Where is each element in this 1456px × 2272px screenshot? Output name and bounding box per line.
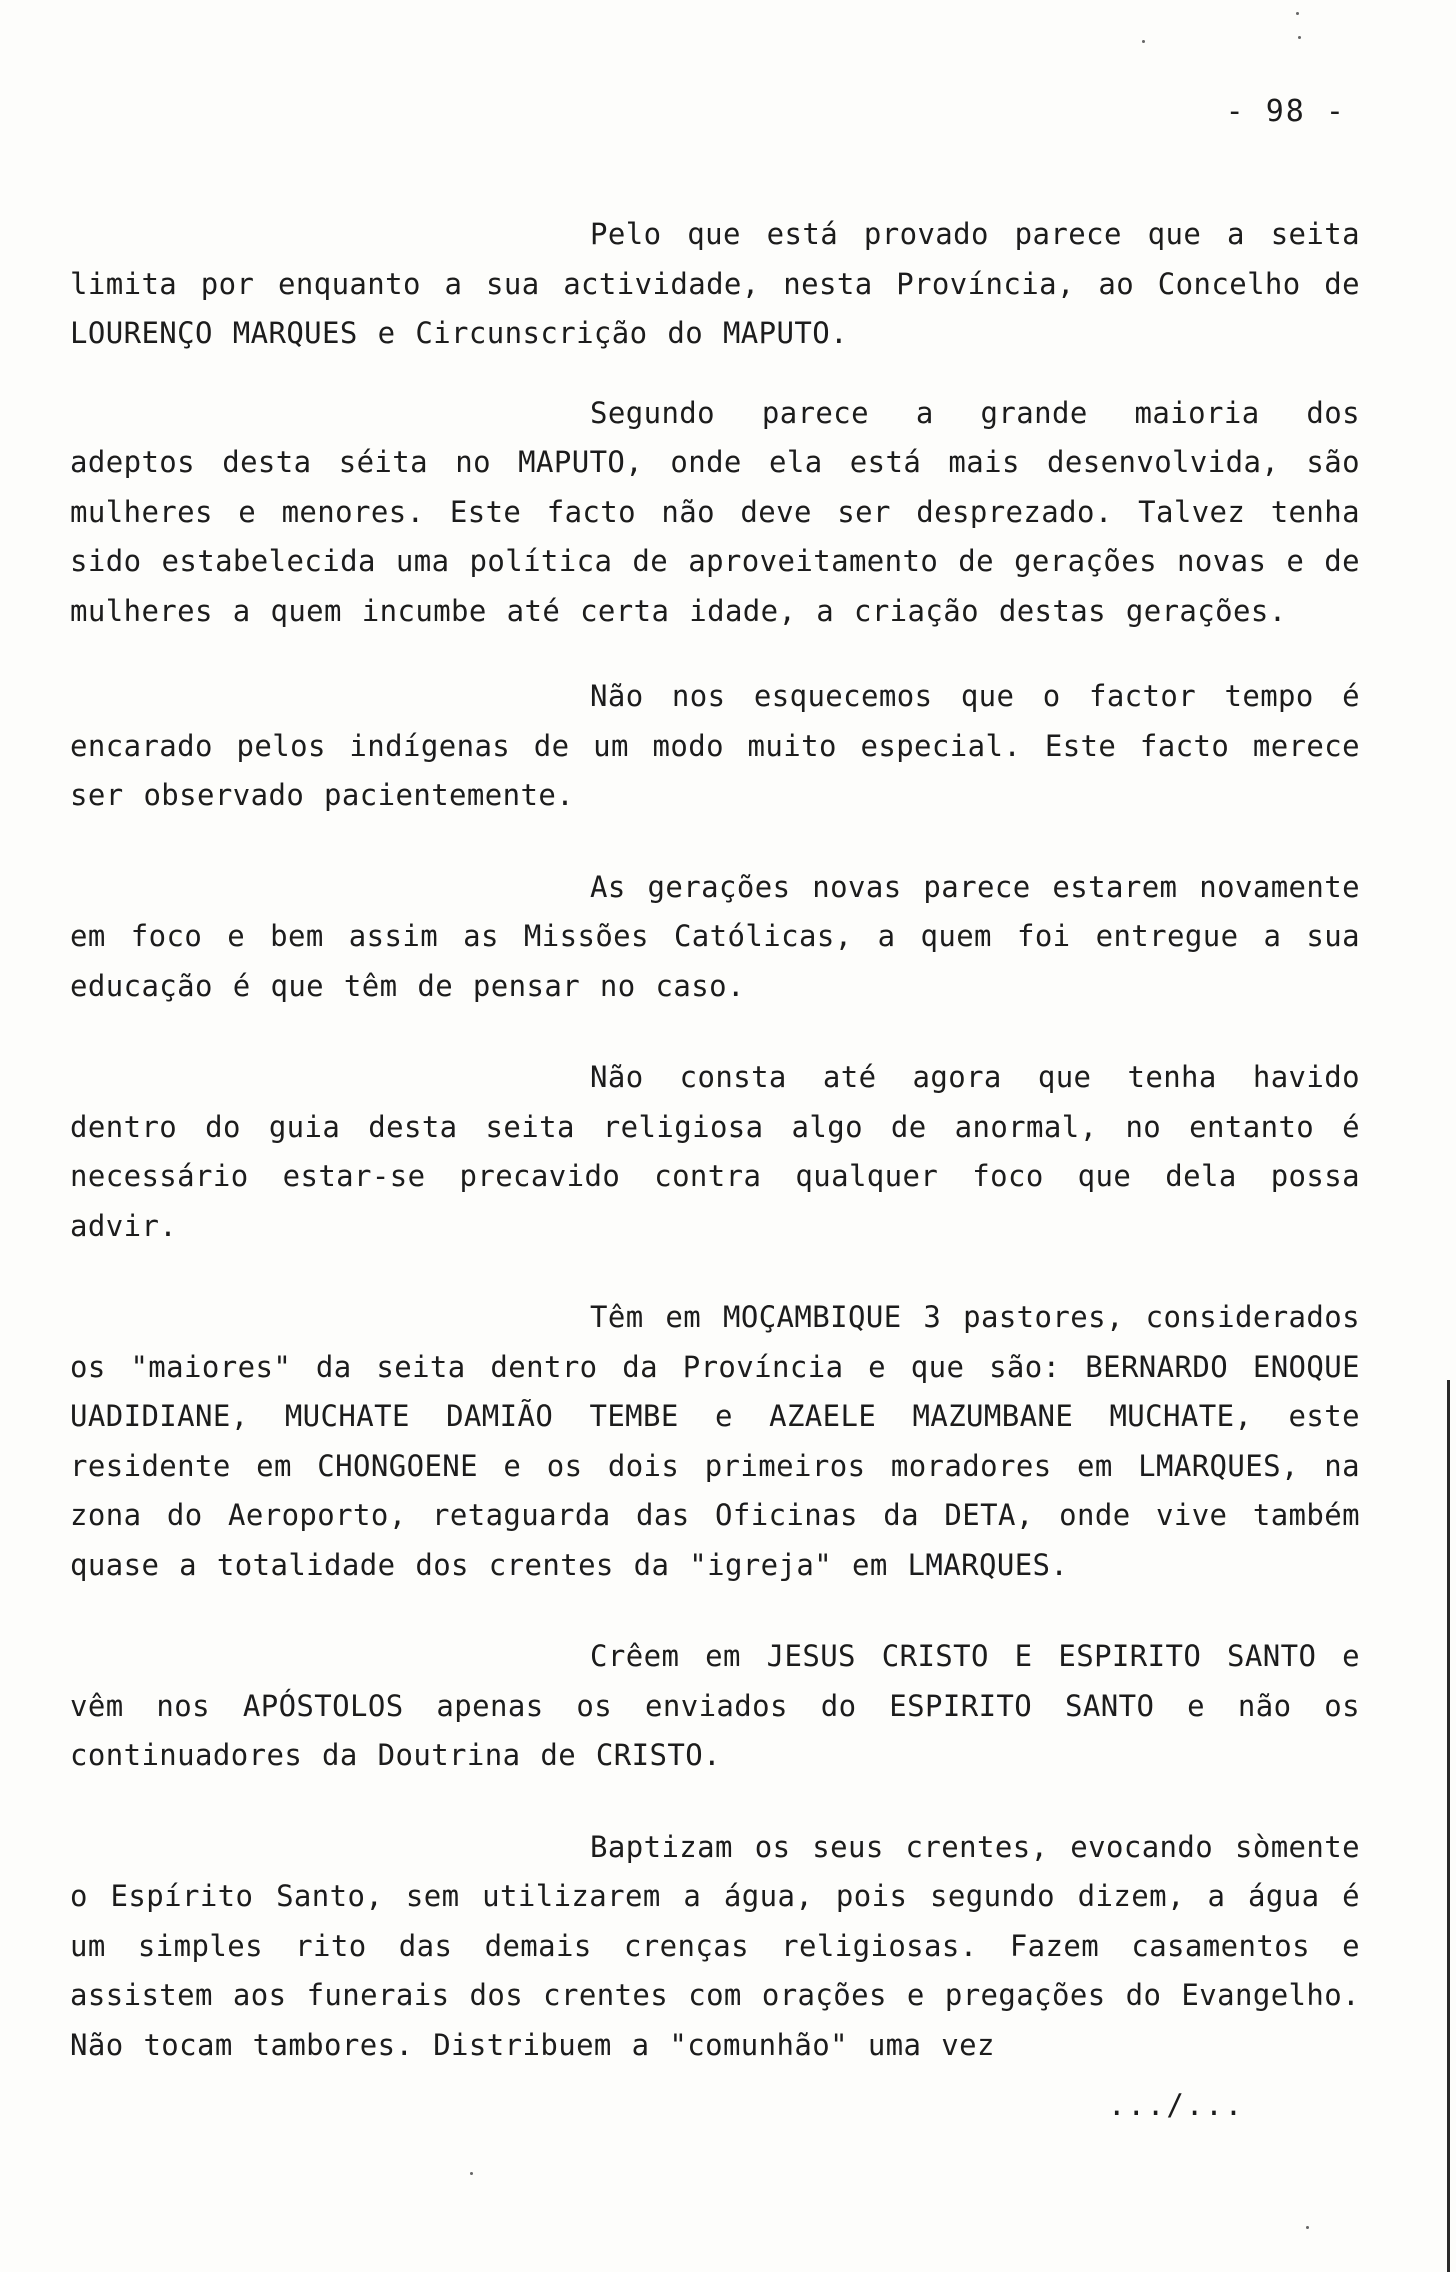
document-body	[70, 210, 1360, 2112]
paragraph-sect-activity: Pelo que está provado parece que a seita limita por enquanto a sua actividade, nesta Província, ao Concelho de LOURENÇO MARQUES e Circunscrição do MAPUTO.	[70, 217, 1360, 350]
paragraph-beliefs: Crêem em JESUS CRISTO E ESPIRITO SANTO e vêm nos APÓSTOLOS apenas os enviados do ESPIRITO SANTO e não os continuadores da Doutrina de CRISTO.	[70, 1639, 1360, 1772]
paragraph-no-anomaly: Não consta até agora que tenha havido dentro do guia desta seita religiosa algo de anormal, no entanto é necessário estar-se precavido contra qualquer foco que dela possa advir.	[70, 1060, 1360, 1243]
paragraph-baptism: Baptizam os seus crentes, evocando sòmente o Espírito Santo, sem utilizarem a água, pois segundo dizem, a água é um simples rito das demais crenças religiosas. Fazem casamentos e assistem aos funerais dos crentes com orações e pregações do Evangelho. Não tocam tambores. Distribuem a "comunhão" uma vez	[70, 1829, 1360, 2062]
scan-speck	[1142, 40, 1145, 43]
scan-speck	[470, 2172, 473, 2175]
paragraph-time-factor: Não nos esquecemos que o factor tempo é encarado pelos indígenas de um modo muito especial. Este facto merece ser observado pacientemente.	[70, 679, 1360, 812]
paragraph-adepts: Segundo parece a grande maioria dos adeptos desta séita no MAPUTO, onde ela está mais desenvolvida, são mulheres e menores. Este facto não deve ser desprezado. Talvez tenha sido estabelecida uma política de aproveitamento de gerações novas e de mulheres a quem incumbe até certa idade, a criação destas gerações.	[70, 395, 1360, 628]
scan-speck	[1306, 2226, 1309, 2229]
paragraph-pastors: Têm em MOÇAMBIQUE 3 pastores, considerados os "maiores" da seita dentro da Província e que são: BERNARDO ENOQUE UADIDIANE, MUCHATE DAMIÃO TEMBE e AZAELE MAZUMBANE MUCHATE, este residente em CHONGOENE e os dois primeiros moradores em LMARQUES, na zona do Aeroporto, retaguarda das Oficinas da DETA, onde vive também quase a totalidade dos crentes da "igreja" em LMARQUES.	[70, 1300, 1360, 1582]
scan-speck	[1298, 36, 1301, 39]
margin-rule	[1447, 1380, 1450, 2272]
continuation-mark: .../...	[1108, 2088, 1245, 2122]
scan-speck	[1296, 12, 1299, 15]
page-number: - 98 -	[1225, 94, 1346, 129]
paragraph-new-generations: As gerações novas parece estarem novamente em foco e bem assim as Missões Católicas, a quem foi entregue a sua educação é que têm de pensar no caso.	[70, 869, 1360, 1003]
